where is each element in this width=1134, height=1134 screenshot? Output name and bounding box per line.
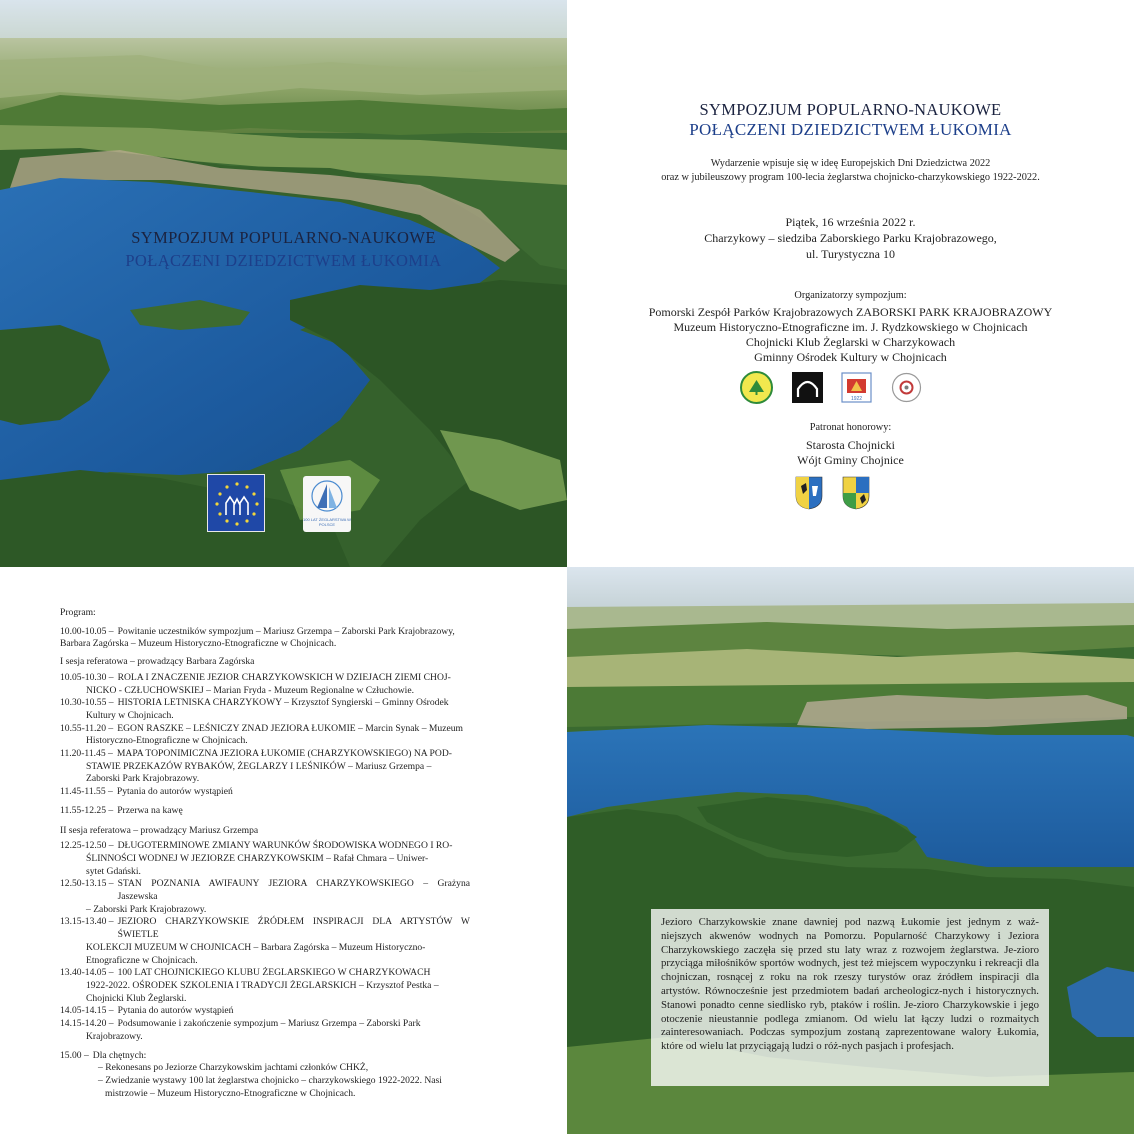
program-panel [0,567,567,1134]
program-text: STAN POZNANIA AWIFAUNY JEZIORA CHARZYKOWSKIEGO – Grażyna Jaszewska [117,878,470,903]
program-item [60,967,470,980]
patron-1: Starosta Chojnicki [806,438,895,452]
sailing-centenary-logo [303,476,351,532]
program-time: 14.15-14.20 – [60,1018,114,1030]
program-text: ROLA I ZNACZENIE JEZIOR CHARZYKOWSKICH W DZIEJACH ZIEMI CHOJ- [117,671,451,683]
aerial-lake-photo-cover [0,0,567,567]
european-heritage-days-logo [207,474,265,532]
program-list [60,607,470,1100]
program-text-cont: Chojnicki Klub Żeglarski. [86,992,187,1004]
program-text: DŁUGOTERMINOWE ZMIANY WARUNKÓW ŚRODOWISKA WODNEGO I RO- [117,840,453,852]
sailing-logo-caption: 100 LAT ŻEGLARSTWA W POLSCE [303,517,351,527]
program-time: 10.55-11.20 – [60,722,114,734]
program-time: 15.00 – [60,1049,89,1061]
program-item [60,1018,470,1031]
program-text-cont: KOLEKCJI MUZEUM W CHOJNICACH – Barbara Zagórska – Muzeum Historyczno- [86,941,426,953]
gmina-chojnice-crest [842,476,870,510]
cover-panel [0,0,567,567]
info-title-line1: SYMPOZJUM POPULARNO-NAUKOWE [699,100,1002,119]
program-text-cont: 1922-2022. OŚRODEK SZKOLENIA I TRADYCJI ŻEGLARSKICH – Krzysztof Pestka – [86,979,439,991]
program-text-cont: Krajobrazowy. [86,1030,143,1042]
program-text-cont: – Zaborski Park Krajobrazowy. [86,903,207,915]
intro-line1: Wydarzenie wpisuje się w ideę Europejskich Dni Dziedzictwa 2022 [710,158,991,169]
program-time: 11.20-11.45 – [60,748,113,760]
program-text: Dla chętnych: [92,1049,147,1061]
program-text-cont: Barbara Zagórska – Muzeum Historyczno-Etnograficzne w Chojnicach. [60,638,337,650]
program-item-opening [60,626,470,639]
sailing-club-logo [840,371,873,404]
optional-item-cont: mistrzowie – Muzeum Historyczno-Etnograficzne w Chojnicach. [105,1087,356,1099]
program-text-cont: NICKO - CZŁUCHOWSKIEJ – Marian Fryda - Muzeum Regionalne w Człuchowie. [86,684,414,696]
program-text: MAPA TOPONIMICZNA JEZIORA ŁUKOMIE (CHARZYKOWSKIEGO) NA POD- [116,748,452,760]
culture-center-logo [890,371,923,404]
program-text: 100 LAT CHOJNICKIEGO KLUBU ŻEGLARSKIEGO W CHARZYKOWACH [117,967,431,979]
program-text-cont: STAWIE PRZEKAZÓW RYBAKÓW, ŻEGLARZY I LEŚNIKÓW – Mariusz Grzempa – [86,760,432,772]
event-place-line2: ul. Turystyczna 10 [805,247,895,261]
program-item [60,672,470,685]
organizer-4: Gminny Ośrodek Kultury w Chojnicach [754,350,947,364]
description-panel [567,567,1134,1134]
program-time: 12.50-13.15 – [60,878,114,890]
program-text: Pytania do autorów wystąpień [117,1005,234,1017]
patronage-label: Patronat honorowy: [809,422,892,433]
program-text-cont: sytet Gdański. [86,865,141,877]
session2-label: II sesja referatowa – prowadzący Mariusz Grzempa [60,824,259,836]
program-item [60,723,470,736]
program-item [60,697,470,710]
program-time: 10.05-10.30 – [60,671,114,683]
program-item [60,748,470,761]
session1-label: I sesja referatowa – prowadzący Barbara Zagórska [60,656,255,668]
program-time: 14.05-14.15 – [60,1005,114,1017]
program-text: HISTORIA LETNISKA CHARZYKOWY – Krzysztof Syngierski – Gminny Ośrodek [117,697,449,709]
organizer-3: Chojnicki Klub Żeglarski w Charzykowach [745,335,956,349]
program-text: Przerwa na kawę [117,804,183,816]
organizers-label: Organizatorzy sympozjum: [794,290,907,301]
program-text: Powitanie uczestników sympozjum – Mariusz Grzempa – Zaborski Park Krajobrazowy, [117,625,455,637]
program-time: 12.25-12.50 – [60,840,114,852]
program-time: 11.55-12.25 – [60,804,114,816]
sailing-club-year: 1922 [850,396,863,402]
program-text-cont: Etnograficzne w Chojnicach. [86,954,198,966]
program-text: JEZIORO CHARZYKOWSKIE ŹRÓDŁEM INSPIRACJI DLA ARTYSTÓW W ŚWIETLE [117,916,470,941]
program-text: Pytania do autorów wystąpień [116,786,233,798]
optional-item: – Zwiedzanie wystawy 100 lat żeglarstwa chojnicko – charzykowskiego 1922-2022. Nasi [98,1074,442,1086]
program-time: 10.00-10.05 – [60,625,114,637]
program-time: 11.45-11.55 – [60,786,113,798]
program-text: Podsumowanie i zakończenie sympozjum – Mariusz Grzempa – Zaborski Park [117,1018,421,1030]
organizer-1: Pomorski Zespół Parków Krajobrazowych ZABORSKI PARK KRAJOBRAZOWY [648,305,1053,319]
cover-title [0,228,567,271]
organizer-2: Muzeum Historyczno-Etnograficzne im. J. Rydzkowskiego w Chojnicach [673,320,1028,334]
cover-title-line2: POŁĄCZENI DZIEDZICTWEM ŁUKOMIA [125,251,442,270]
intro-line2: oraz w jubileuszowy program 100-lecia żeglarstwa chojnicko-charzykowskiego 1922-2022. [661,172,1040,183]
program-time: 13.40-14.05 – [60,967,114,979]
program-item-optional [60,1050,470,1063]
museum-logo [791,371,824,404]
powiat-chojnice-crest [795,476,823,510]
zaborski-park-logo [740,371,773,404]
program-text: EGON RASZKE – LEŚNICZY ZNAD JEZIORA ŁUKOMIE – Marcin Synak – Muzeum [117,722,464,734]
program-item [60,840,470,853]
program-item [60,916,470,941]
optional-item: – Rekonesans po Jeziorze Charzykowskim jachtami członków CHKŻ, [98,1062,369,1074]
program-text-cont: Historyczno-Etnograficzne w Chojnicach. [86,735,248,747]
event-place-line1: Charzykowy – siedziba Zaborskiego Parku Krajobrazowego, [704,231,997,245]
lake-description-text: Jezioro Charzykowskie znane dawniej pod nazwą Łukomie jest jednym z waż-niejszych akwenów wodnych na Pomorzu. Popularność Charzykowy i Jeziora Charzykowskiego zaczęła się przed stu laty wraz z rozwojem żeglarstwa. Je-zioro przyciąga miłośników sportów wodnych, jest też miejscem wypoczynku i rekreacji dla chojniczan, rosnącej z roku na rok rzeszy turystów oraz źródłem inspiracji dla artystów. Równocześnie jest przedmiotem badań archeologicz-nych i historycznych. Stanowi ponadto cenne siedlisko ryb, ptaków i roślin. Je-zioro Charzykowskie i jego otoczenie nieustannie podlega zmianom. Od wielu lat łączy ludzi o rozmaitych zainteresowaniach. Podczas sympozjum zostaną zaprezentowane walory Łukomia, które od wielu lat przyciągają ludzi o róż-nych pasjach i profesjach. [661,916,1039,1053]
program-text-cont: Zaborski Park Krajobrazowy. [86,773,200,785]
cover-title-line1: SYMPOZJUM POPULARNO-NAUKOWE [131,228,436,247]
program-item-break [60,805,470,818]
program-text-cont: Kultury w Chojnicach. [86,709,174,721]
patron-2: Wójt Gminy Chojnice [797,453,904,467]
program-text-cont: ŚLINNOŚCI WODNEJ W JEZIORZE CHARZYKOWSKIM – Rafał Chmara – Uniwer- [86,852,429,864]
info-title-line2: POŁĄCZENI DZIEDZICTWEM ŁUKOMIA [689,120,1012,139]
lake-description-box [651,909,1049,1086]
program-time: 10.30-10.55 – [60,697,114,709]
program-item [60,786,470,799]
event-date: Piątek, 16 września 2022 r. [785,215,916,229]
program-time: 13.15-13.40 – [60,916,114,928]
program-item [60,878,470,903]
info-panel [567,0,1134,567]
program-heading: Program: [60,607,96,618]
program-item [60,1005,470,1018]
